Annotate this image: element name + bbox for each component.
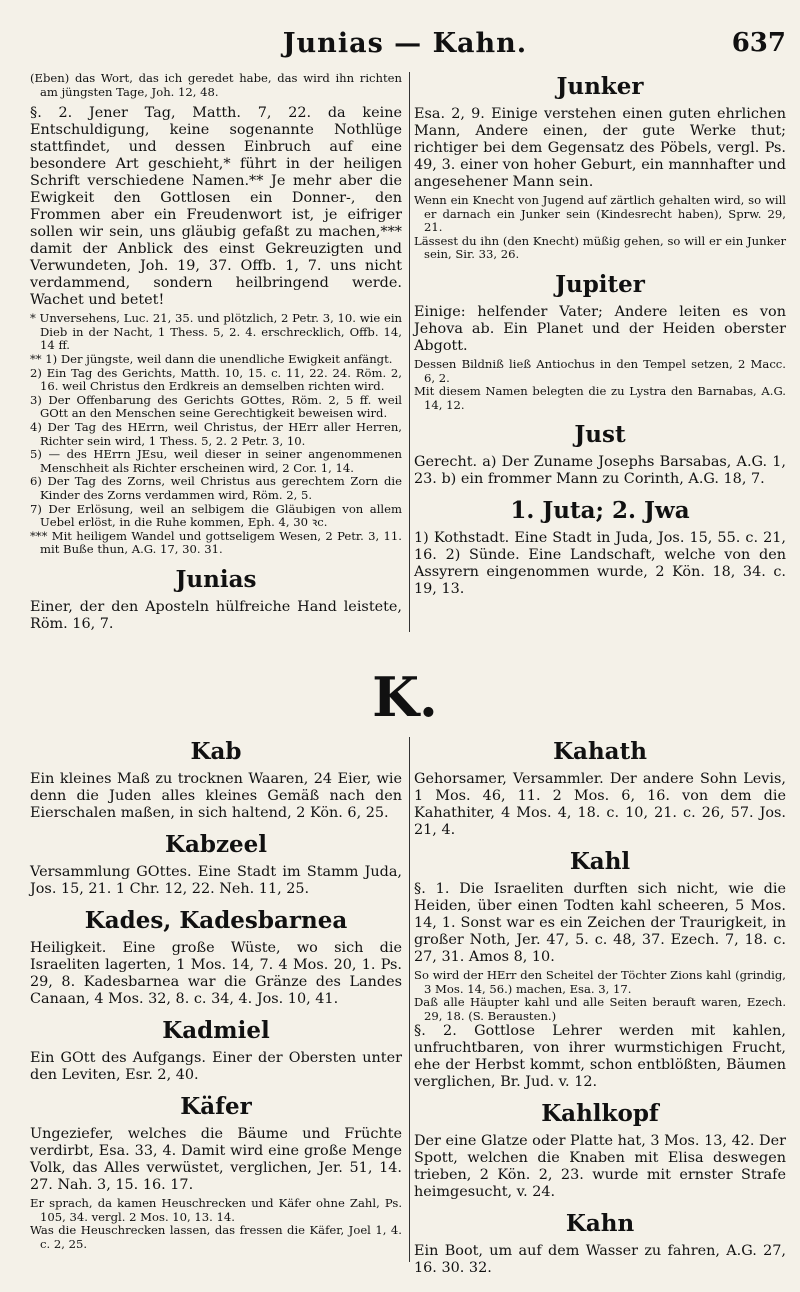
footnote: 7) Der Erlösung, weil an selbigem die Gläubigen von allem Uebel erlöst, in die Ruhe kommen, Eph. 4, 30 ꝛc.	[30, 501, 402, 530]
note: Lässest du ihn (den Knecht) müßig gehen, so will er ein Junker sein, Sir. 33, 26.	[414, 233, 786, 262]
entry-text-juta: 1) Kothstadt. Eine Stadt in Juda, Jos. 15, 55. c. 21, 16. 2) Sünde. Eine Landschaft, welche von den Assyrern eingenommen wurde, 2 Kön. 18, 34. c. 19, 13.	[414, 530, 786, 598]
entry-text-junias: Einer, der den Aposteln hülfreiche Hand leistete, Röm. 16, 7.	[30, 598, 402, 632]
intro-text: (Eben) das Wort, das ich geredet habe, das wird ihn richten am jüngsten Tage, Joh. 12, 48.	[30, 71, 402, 99]
entry-text-kab: Ein kleines Maß zu trocknen Waaren, 24 Eier, wie denn die Juden alles kleines Gemäß nach den Eierschalen maßen, in sich haltend, 2 Kön. 6, 25.	[30, 771, 402, 821]
note: Mit diesem Namen belegten die zu Lystra den Barnabas, A.G. 14, 12.	[414, 384, 786, 412]
footnote: 2) Ein Tag des Gerichts, Matth. 10, 15. c. 11, 22. 24. Röm. 2, 16. weil Christus den Erdkreis an demselben richten wird.	[30, 365, 402, 394]
kahl-notes	[414, 969, 786, 1023]
column-divider-bottom	[409, 737, 410, 1262]
entry-text-kahn: Ein Boot, um auf dem Wasser zu fahren, A.G. 27, 16. 30. 32.	[414, 1243, 786, 1277]
jupiter-notes	[414, 358, 786, 412]
entry-text-kaefer: Ungeziefer, welches die Bäume und Früchte verdirbt, Esa. 33, 4. Damit wird eine große Menge Volk, das Alles verwüstet, verglichen, Jer. 51, 14. 27. Nah. 3, 15. 16. 17.	[30, 1126, 402, 1193]
right-column-top	[414, 72, 786, 601]
entry-text-jupiter: Einige: helfender Vater; Andere leiten es von Jehova ab. Ein Planet und der Heiden oberster Abgott.	[414, 303, 786, 354]
entry-text-kahl-1: §. 1. Die Israeliten durften sich nicht, wie die Heiden, über einen Todten kahl scheeren, 5 Mos. 14, 1. Sonst war es ein Zeichen der Traurigkeit, in großer Noth, Jer. 47, 5. c. 48, 37. Ezech. 7, 18. c. 27, 31. Amos 8, 10.	[414, 881, 786, 965]
intro-quote	[30, 72, 402, 99]
left-column-top	[30, 72, 402, 636]
note: Daß alle Häupter kahl und alle Seiten berauft waren, Ezech. 29, 18. (S. Berausten.)	[414, 995, 786, 1023]
entry-heading-juta: 1. Juta; 2. Jwa	[510, 497, 690, 525]
note: Wenn ein Knecht von Jugend auf zärtlich gehalten wird, so will er darnach ein Junker sein (Kindesrecht haben), Sprw. 29, 21.	[414, 193, 786, 235]
entry-heading-kades: Kades, Kadesbarnea	[84, 907, 348, 934]
footnote: 5) — des HErrn JEsu, weil dieser in seiner angenommenen Menschheit als Richter erscheinen wird, 2 Cor. 1, 14.	[30, 447, 402, 475]
entry-text-kahath: Gehorsamer, Versammler. Der andere Sohn Levis, 1 Mos. 46, 11. 2 Mos. 6, 16. von dem die Kahathiter, 4 Mos. 4, 18. c. 10, 21. c. 26, 57. Jos. 21, 4.	[414, 771, 786, 838]
entry-text-just: Gerecht. a) Der Zuname Josephs Barsabas, A.G. 1, 23. b) ein frommer Mann zu Corinth, A.G. 18, 7.	[414, 454, 786, 488]
entry-heading-kab: Kab	[190, 738, 242, 765]
footnote: 3) Der Offenbarung des Gerichts GOttes, Röm. 2, 5 ff. weil GOtt an den Menschen seine Gerechtigkeit beweisen wird.	[30, 392, 402, 421]
note: Er sprach, da kamen Heuschrecken und Käfer ohne Zahl, Ps. 105, 34. vergl. 2 Mos. 10, 13. 14.	[30, 1196, 402, 1224]
paragraph-2: §. 2. Jener Tag, Matth. 7, 22. da keine Entschuldigung, keine sogenannte Nothlüge stattfindet, und dessen Einbruch auf eine besondere Art geschieht,* führt in der heiligen Schrift verschiedene Namen.** Je mehr aber die Ewigkeit den Gottlosen ein Donner-, den Frommen aber ein Freudenwort ist, je eifriger sollen wir sein, uns gläubig gefaßt zu machen,*** damit der Anblick des einst Gekreuzigten und Verwundeten, Joh. 19, 37. Offb. 1, 7. uns nicht verdammend, sondern heilbringend werde. Wachet und betet!	[30, 105, 402, 309]
entry-heading-kadmiel: Kadmiel	[162, 1017, 270, 1044]
entry-heading-kahath: Kahath	[553, 738, 647, 765]
entry-heading-kabzeel: Kabzeel	[164, 831, 268, 858]
entry-text-kadmiel: Ein GOtt des Aufgangs. Einer der Obersten unter den Leviten, Esr. 2, 40.	[30, 1050, 402, 1083]
entry-text-kahlkopf: Der eine Glatze oder Platte hat, 3 Mos. 13, 42. Der Spott, welchen die Knaben mit Elisa deswegen trieben, 2 Kön. 2, 23. wurde mit ernster Strafe heimgesucht, v. 24.	[414, 1133, 786, 1201]
entry-heading-kahl: Kahl	[569, 848, 631, 875]
note: So wird der HErr den Scheitel der Töchter Zions kahl (grindig, 3 Mos. 14, 56.) machen, Esa. 3, 17.	[414, 968, 786, 996]
entry-heading-kaefer: Käfer	[180, 1093, 252, 1120]
running-title: Junias — Kahn.	[282, 28, 528, 59]
entry-text-kades: Heiligkeit. Eine große Wüste, wo sich die Israeliten lagerten, 1 Mos. 14, 7. 4 Mos. 20, 1. Ps. 29, 8. Kadesbarnea war die Gränze des Landes Canaan, 4 Mos. 32, 8. c. 34, 4. Jos. 10, 41.	[30, 940, 402, 1007]
note: Dessen Bildniß ließ Antiochus in den Tempel setzen, 2 Macc. 6, 2.	[414, 356, 786, 385]
entry-heading-just: Just	[574, 421, 626, 449]
footnote: ** 1) Der jüngste, weil dann die unendliche Ewigkeit anfängt.	[30, 351, 393, 366]
column-divider-top	[409, 72, 410, 632]
entry-heading-junker: Junker	[556, 73, 644, 100]
right-column-bottom	[414, 737, 786, 1280]
entry-heading-kahn: Kahn	[565, 1210, 635, 1238]
kaefer-notes	[30, 1197, 402, 1251]
left-column-bottom	[30, 737, 402, 1251]
page-header	[30, 28, 786, 64]
junker-notes	[414, 194, 786, 262]
footnotes	[30, 312, 402, 557]
page-number: 637	[731, 28, 786, 58]
section-letter: K.	[372, 665, 438, 729]
footnote: 6) Der Tag des Zorns, weil Christus aus gerechtem Zorn die Kinder des Zorns verdammen wird, Röm. 2, 5.	[30, 474, 402, 502]
entry-text-kahl-2: §. 2. Gottlose Lehrer werden mit kahlen, unfruchtbaren, von ihrer wurmstichigen Frucht, ehe der Herbst kommt, schon entblößten, Bäumen verglichen, Br. Jud. v. 12.	[414, 1023, 786, 1091]
footnote: 4) Der Tag des HErrn, weil Christus, der HErr aller Herren, Richter sein wird, 1 Thess. 5, 2. 2 Petr. 3, 10.	[30, 419, 402, 448]
note: Was die Heuschrecken lassen, das fressen die Käfer, Joel 1, 4. c. 2, 25.	[30, 1223, 402, 1251]
entry-heading-kahlkopf: Kahlkopf	[541, 1100, 659, 1128]
entry-heading-jupiter: Jupiter	[555, 270, 645, 298]
page	[30, 0, 786, 1292]
entry-text-kabzeel: Versammlung GOttes. Eine Stadt im Stamm Juda, Jos. 15, 21. 1 Chr. 12, 22. Neh. 11, 25.	[30, 864, 402, 897]
footnote: *** Mit heiligem Wandel und gottseligem Wesen, 2 Petr. 3, 11. mit Buße thun, A.G. 17, 30. 31.	[30, 528, 402, 557]
entry-heading-junias: Junias	[175, 565, 257, 593]
footnote: * Unversehens, Luc. 21, 35. und plötzlich, 2 Petr. 3, 10. wie ein Dieb in der Nacht, 1 Thess. 5, 2. 4. erschrecklich, Offb. 14, 14 ff.	[30, 311, 402, 353]
entry-text-junker: Esa. 2, 9. Einige verstehen einen guten ehrlichen Mann, Andere einen, der gute Werke thut; richtiger bei dem Gegensatz des Pöbels, vergl. Ps. 49, 3. einer von hoher Geburt, ein mannhafter und angesehener Mann sein.	[414, 106, 786, 190]
